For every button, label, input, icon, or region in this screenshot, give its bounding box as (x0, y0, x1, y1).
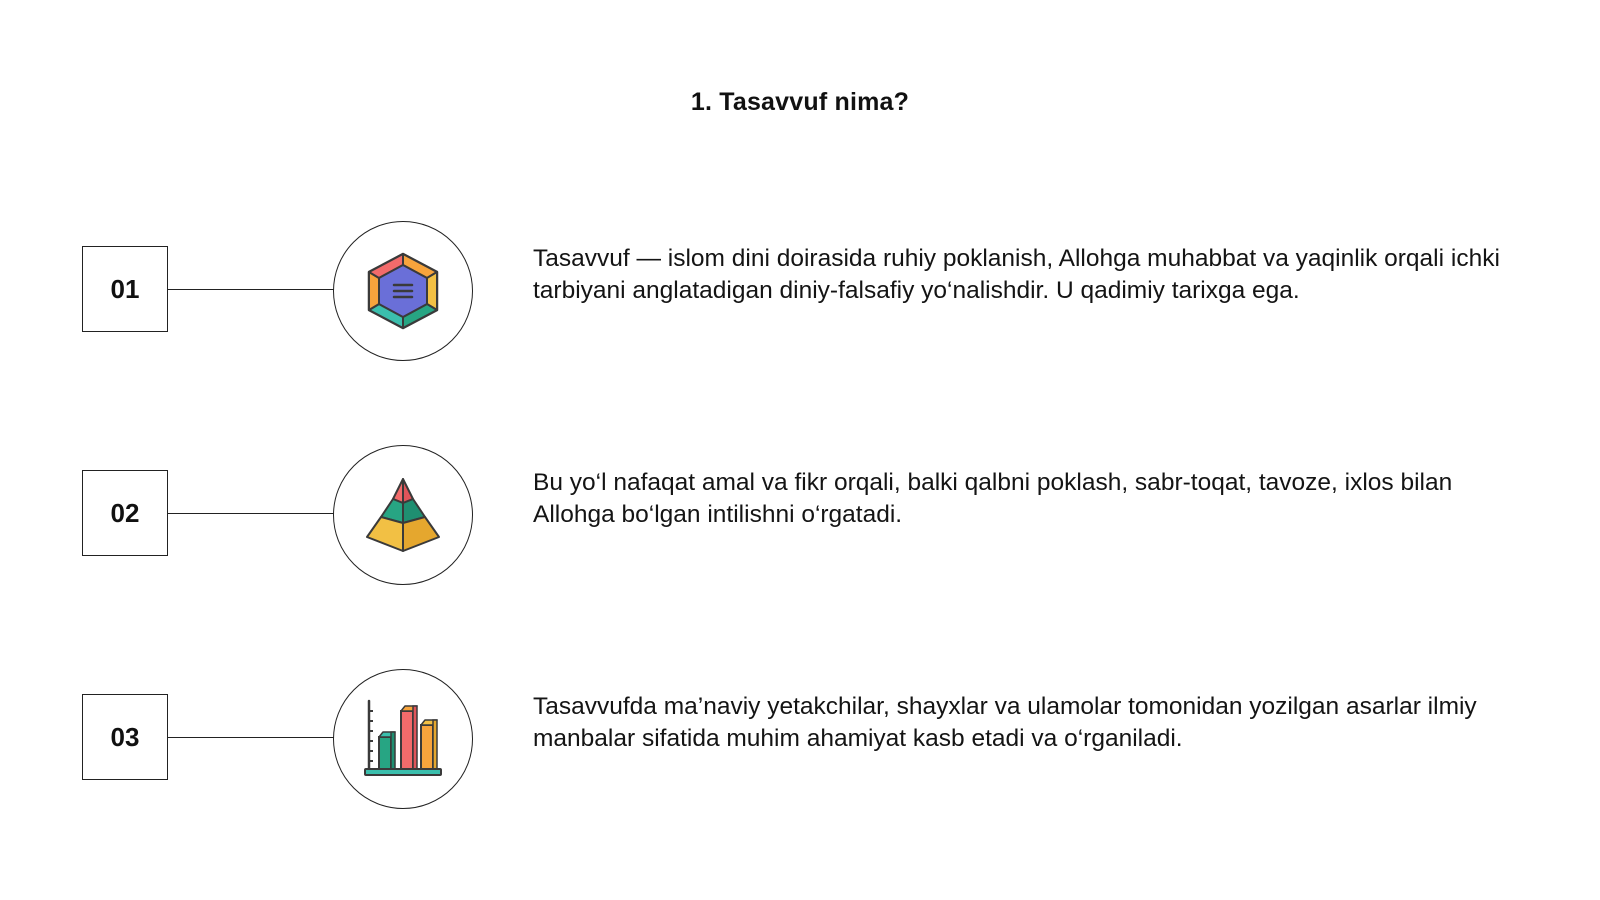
icon-circle (333, 221, 473, 361)
page-title: 1. Tasavvuf nima? (690, 88, 910, 116)
connector-line (168, 513, 334, 514)
item-text: Tasavvufda ma’naviy yetakchilar, shayxlar va ulamolar tomonidan yozilgan asarlar ilmiy manbalar sifatida muhim ahamiyat kasb etadi va o‘rganiladi. (533, 693, 1477, 752)
item-number: 01 (82, 246, 168, 332)
pyramid-icon (363, 475, 443, 555)
item-text: Tasavvuf — islom dini doirasida ruhiy poklanish, Allohga muhabbat va yaqinlik orqali ichki tarbiyani anglatadigan diniy-falsafiy yo‘nalishdir. U qadimiy tarixga ega. (533, 245, 1500, 304)
item-text: Bu yo‘l nafaqat amal va fikr orqali, balki qalbni poklash, sabr-toqat, tavoze, ixlos bilan Allohga bo‘lgan intilishni o‘rgatadi. (533, 469, 1453, 528)
icon-circle (333, 669, 473, 809)
hexagon-icon (365, 251, 441, 331)
icon-circle (333, 445, 473, 585)
connector-line (168, 289, 334, 290)
item-number: 03 (82, 694, 168, 780)
list-item (0, 445, 1600, 585)
connector-line (168, 737, 334, 738)
bar-chart-icon (361, 697, 445, 781)
item-number: 02 (82, 470, 168, 556)
list-item (0, 669, 1600, 809)
list-item (0, 221, 1600, 361)
